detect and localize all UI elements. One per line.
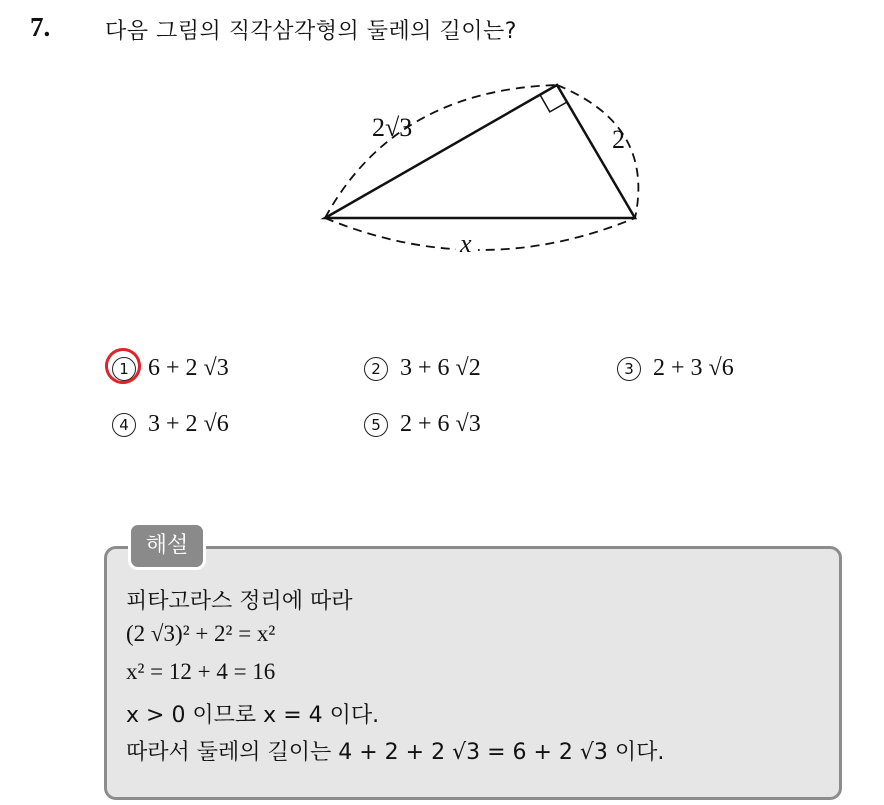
solution-line-4 [126,698,379,729]
solution-line-5 [126,735,664,766]
choice-4[interactable] [112,411,229,438]
choice-text: 3 + 6 √2 [400,355,481,381]
question-text: 다음 그림의 직각삼각형의 둘레의 길이는? [105,19,517,44]
choice-5[interactable] [364,411,481,438]
right-angle-marker [540,95,567,112]
solution-tab: 해설 [128,522,206,570]
choice-number: 1 [112,357,136,381]
choice-text: 2 + 3 √6 [653,355,734,381]
solution-equation: (2 √3)² + 2² = x² [126,621,276,646]
choice-number: 5 [364,413,388,437]
solution-line-2 [126,621,275,647]
label-two: 2 [612,125,625,154]
choice-number: 2 [364,357,388,381]
choice-3[interactable] [617,355,734,382]
answer-mark-circle [102,345,145,388]
choice-text: 2 + 6 √3 [400,411,481,437]
choice-text: 6 + 2 √3 [148,355,229,381]
choice-text: 3 + 2 √6 [148,411,229,437]
label-x: x [460,229,472,258]
choice-1[interactable] [112,355,229,382]
question-number: 7. [30,12,51,42]
solution-line-3 [126,659,275,685]
solution-text: 따라서 둘레의 길이는 4 + 2 + 2 √3 = 6 + 2 √3 이다. [126,740,665,765]
right-triangle-figure [300,70,660,270]
solution-line-1 [126,584,353,615]
choice-number: 4 [112,413,136,437]
label-two-root-three: 2√3 [372,113,413,142]
triangle-outline [325,85,635,218]
solution-text: x > 0 이므로 x = 4 이다. [126,703,380,728]
arc-base-side [325,218,635,250]
choice-number: 3 [617,357,641,381]
choice-2[interactable] [364,355,481,382]
solution-equation: x² = 12 + 4 = 16 [126,659,276,684]
solution-text: 피타고라스 정리에 따라 [126,589,353,614]
